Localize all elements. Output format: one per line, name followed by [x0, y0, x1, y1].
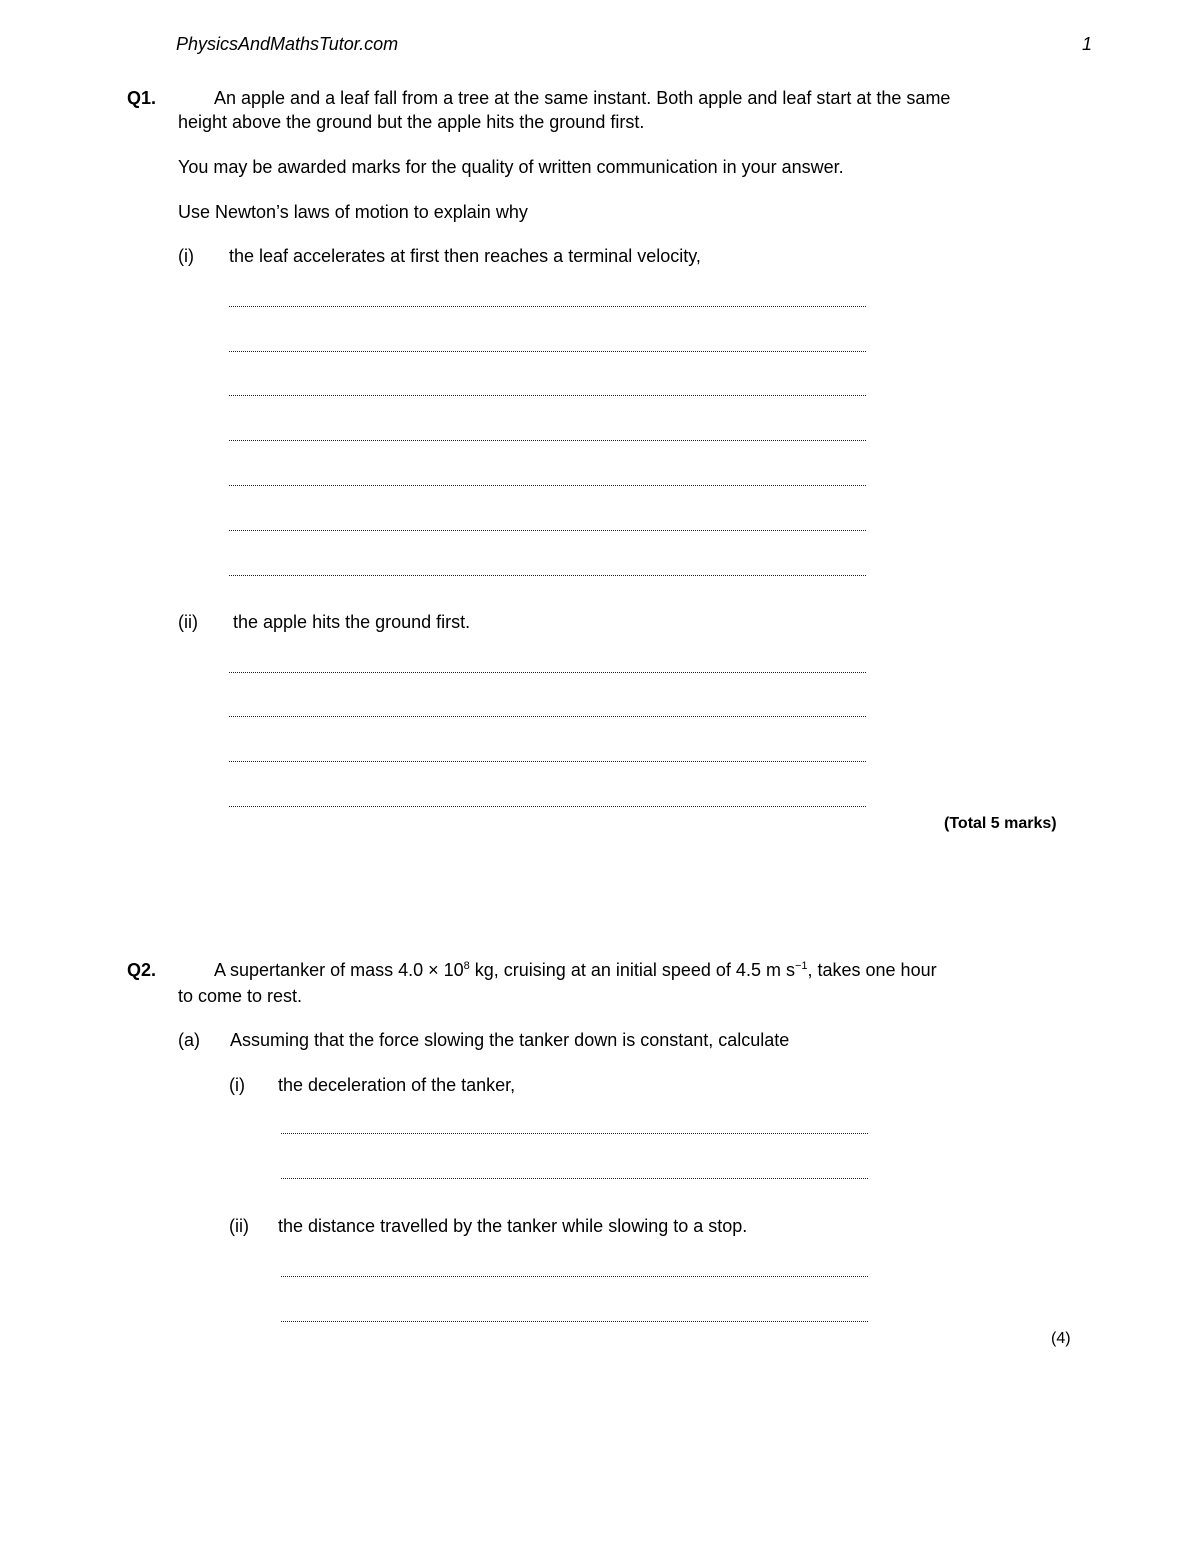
answer-line[interactable]	[229, 395, 866, 396]
answer-line[interactable]	[281, 1133, 868, 1134]
question-2-sub-i-label: (i)	[229, 1075, 245, 1095]
header-site-name: PhysicsAndMathsTutor.com	[176, 34, 399, 54]
answer-line[interactable]	[229, 440, 866, 441]
answer-line[interactable]	[229, 575, 866, 576]
question-1-stem-line-1: An apple and a leaf fall from a tree at the same instant. Both apple and leaf start at the same	[214, 88, 951, 108]
question-2-sub-ii-label: (ii)	[229, 1216, 249, 1236]
question-2-stem-line-1	[214, 960, 937, 981]
answer-line[interactable]	[229, 806, 866, 807]
answer-line[interactable]	[281, 1178, 868, 1179]
question-1-part-ii-label: (ii)	[178, 612, 198, 632]
question-2-part-a-label: (a)	[178, 1030, 200, 1050]
question-1-instruction: Use Newton’s laws of motion to explain why	[178, 202, 528, 222]
question-2-sub-i-text: the deceleration of the tanker,	[278, 1075, 516, 1095]
question-1-number: Q1.	[127, 88, 157, 108]
question-2-number: Q2.	[127, 960, 157, 980]
answer-line[interactable]	[229, 672, 866, 673]
question-1-part-i-label: (i)	[178, 246, 194, 266]
question-2-part-a-text: Assuming that the force slowing the tanker down is constant, calculate	[230, 1030, 790, 1050]
question-1-stem-line-2: height above the ground but the apple hits the ground first.	[178, 112, 645, 132]
answer-line[interactable]	[281, 1321, 868, 1322]
question-1-total-marks: (Total 5 marks)	[944, 815, 1057, 832]
answer-line[interactable]	[229, 306, 866, 307]
question-2-stem-line-2: to come to rest.	[178, 986, 303, 1006]
answer-line[interactable]	[229, 485, 866, 486]
answer-line[interactable]	[229, 530, 866, 531]
page-number: 1	[1082, 34, 1093, 54]
exponent: −1	[794, 960, 808, 972]
exponent: 8	[463, 960, 470, 972]
question-1-part-i-text: the leaf accelerates at first then reaches a terminal velocity,	[229, 246, 701, 266]
question-2-sub-ii-text: the distance travelled by the tanker while slowing to a stop.	[278, 1216, 748, 1236]
question-2-stem-part: kg, cruising at an initial speed of 4.5 m s	[469, 960, 795, 980]
answer-line[interactable]	[229, 351, 866, 352]
answer-line[interactable]	[281, 1276, 868, 1277]
question-2-stem-part: A supertanker of mass 4.0 × 10	[214, 960, 464, 980]
answer-line[interactable]	[229, 761, 866, 762]
question-1-part-ii-text: the apple hits the ground first.	[233, 612, 471, 632]
question-1-qwc-note: You may be awarded marks for the quality of written communication in your answer.	[178, 157, 844, 177]
answer-line[interactable]	[229, 716, 866, 717]
question-2-stem-part: , takes one hour	[807, 960, 937, 980]
question-2-part-a-marks: (4)	[1051, 1330, 1071, 1347]
